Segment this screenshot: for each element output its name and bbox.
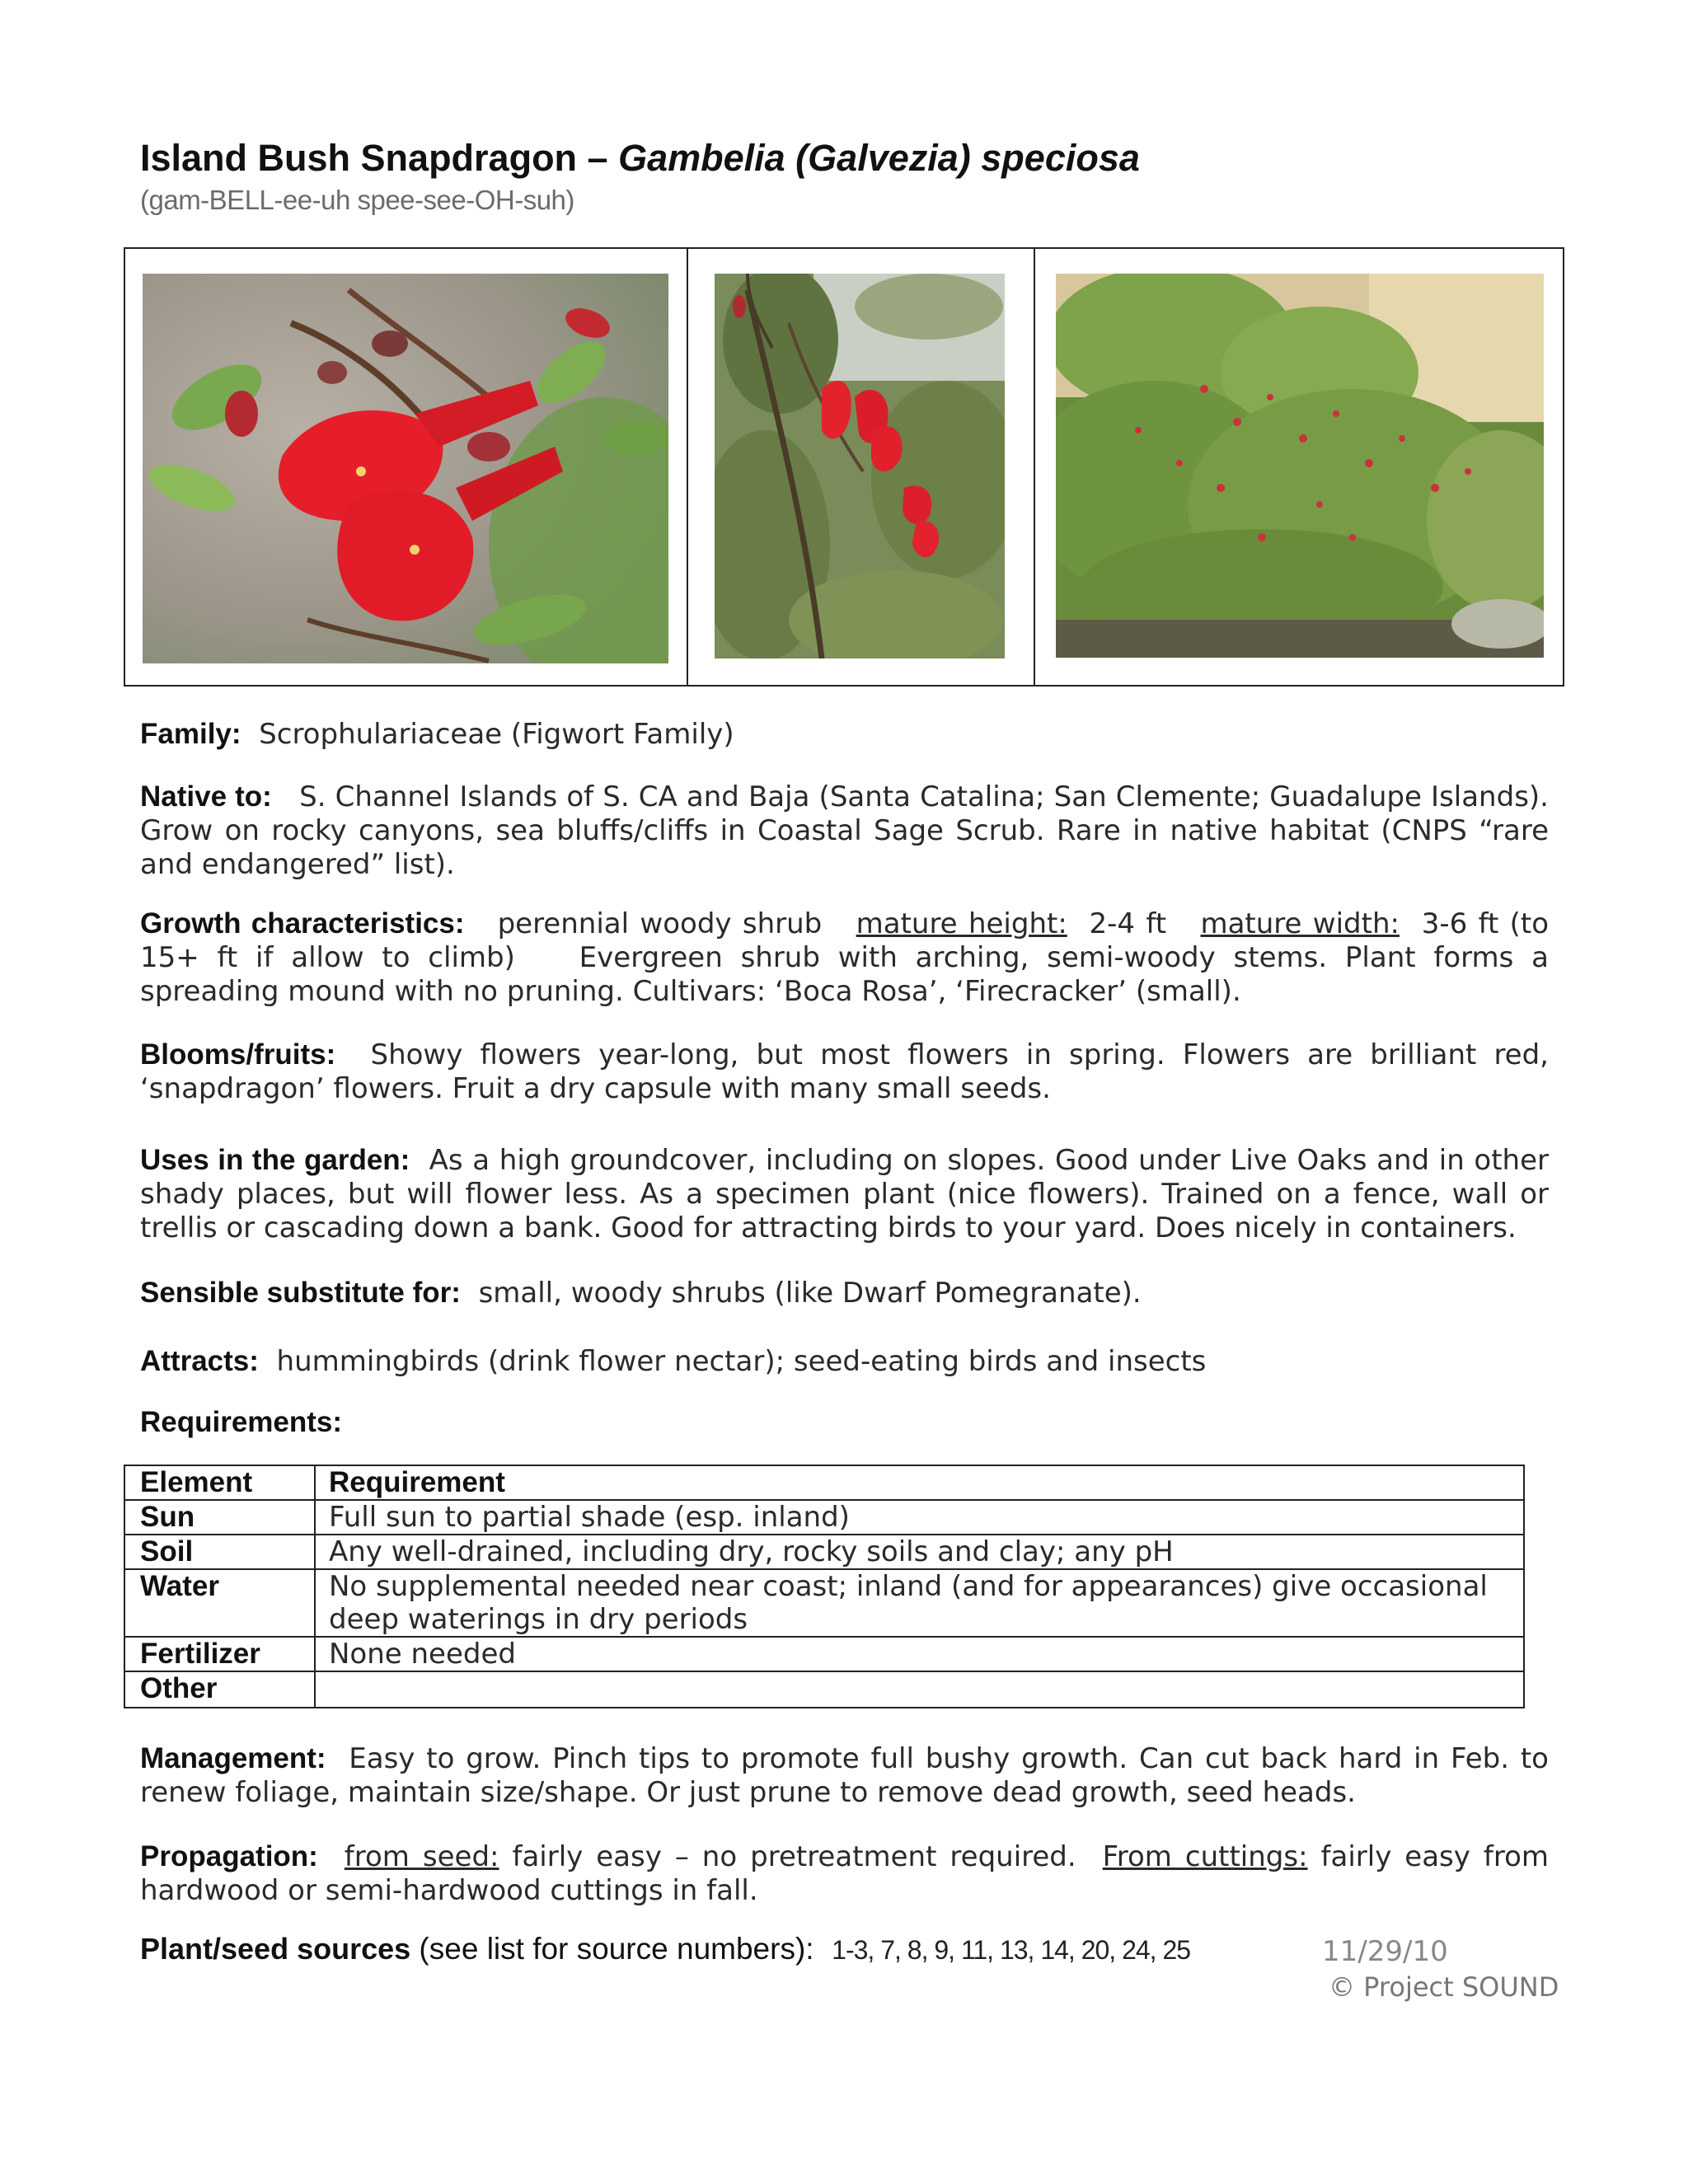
attracts-section [140, 1344, 1549, 1379]
element-cell: Water [124, 1569, 315, 1637]
sources-label: Plant/seed sources [140, 1932, 411, 1966]
width-label: mature width: [1200, 907, 1400, 940]
family-label: Family: [140, 718, 241, 750]
element-cell: Fertilizer [124, 1637, 315, 1671]
cuttings-label: From cuttings: [1102, 1840, 1308, 1873]
table-row [124, 1671, 1524, 1708]
substitute-label: Sensible substitute for: [140, 1277, 461, 1309]
growth-label: Growth characteristics: [140, 907, 465, 940]
sources-line [140, 1932, 1190, 1966]
copyright: © Project SOUND [1329, 1971, 1559, 2003]
height-value: 2-4 ft [1089, 907, 1167, 940]
native-label: Native to: [140, 780, 272, 813]
requirement-cell: No supplemental needed near coast; inland (and for appearances) give occasional deep waterings in dry periods [315, 1569, 1524, 1637]
attracts-text: hummingbirds (drink flower nectar); seed-eating birds and insects [276, 1345, 1207, 1378]
management-text: Easy to grow. Pinch tips to promote full bushy growth. Can cut back hard in Feb. to renew foliage, maintain size/shape. Or just prune to remove dead growth, seed heads. [140, 1742, 1549, 1809]
requirement-cell: Any well-drained, including dry, rocky soils and clay; any pH [315, 1535, 1524, 1569]
photo-flower-closeup [143, 274, 668, 663]
native-section [140, 780, 1549, 882]
pronunciation: (gam-BELL-ee-uh spee-see-OH-suh) [140, 185, 574, 215]
management-section [140, 1741, 1549, 1810]
photo-shrub-habit [1056, 274, 1544, 658]
family-text: Scrophulariaceae (Figwort Family) [259, 718, 734, 751]
header-element: Element [124, 1465, 315, 1500]
table-header-row [124, 1465, 1524, 1500]
common-name: Island Bush Snapdragon [140, 137, 578, 179]
photo-divider [687, 249, 688, 685]
growth-type: perennial woody shrub [497, 907, 823, 940]
growth-section [140, 907, 1549, 1009]
table-row [124, 1500, 1524, 1535]
table-row [124, 1569, 1524, 1637]
title-dash: – [577, 137, 619, 179]
scientific-name: Gambelia (Galvezia) speciosa [618, 137, 1140, 179]
requirements-label: Requirements: [140, 1406, 343, 1438]
height-label: mature height: [856, 907, 1067, 940]
requirements-table [124, 1465, 1525, 1708]
element-cell: Soil [124, 1535, 315, 1569]
family-section [140, 717, 1549, 752]
source-numbers: 1-3, 7, 8, 9, 11, 13, 14, 20, 24, 25 [832, 1935, 1191, 1965]
seed-text: fairly easy – no pretreatment required. [512, 1840, 1076, 1873]
photo-divider [1034, 249, 1035, 685]
growth-text: Evergreen shrub with arching, semi-woody stems. Plant forms a spreading mound with no pruning. Cultivars: ‘Boca Rosa’, ‘Firecracker’ (small). [140, 941, 1549, 1008]
management-label: Management: [140, 1742, 326, 1774]
photo-flower-spike [715, 274, 1005, 658]
blooms-label: Blooms/fruits: [140, 1038, 336, 1071]
photo-strip [124, 247, 1564, 687]
width-value: 3-6 ft (to 15+ ft if allow to climb) [140, 907, 1550, 974]
propagation-label: Propagation: [140, 1840, 318, 1872]
seed-label: from seed: [344, 1840, 499, 1873]
element-cell: Other [124, 1671, 315, 1708]
header-requirement: Requirement [315, 1465, 1524, 1500]
table-row [124, 1637, 1524, 1671]
requirement-cell [315, 1671, 1524, 1708]
date-stamp: 11/29/10 [1322, 1935, 1448, 1968]
sources-colon: : [805, 1932, 814, 1966]
substitute-text: small, woody shrubs (like Dwarf Pomegranate). [478, 1277, 1142, 1310]
attracts-label: Attracts: [140, 1345, 259, 1377]
requirement-cell: Full sun to partial shade (esp. inland) [315, 1500, 1524, 1535]
element-cell: Sun [124, 1500, 315, 1535]
blooms-text: Showy flowers year-long, but most flowers in spring. Flowers are brilliant red, ‘snapdragon’ flowers. Fruit a dry capsule with many small seeds. [140, 1038, 1549, 1105]
sources-note: (see list for source numbers) [410, 1932, 806, 1966]
uses-text: As a high groundcover, including on slopes. Good under Live Oaks and in other shady places, but will flower less. As a specimen plant (nice flowers). Trained on a fence, wall or trellis or cascading down a bank. Good for attracting birds to your yard. Does nicely in containers. [140, 1144, 1549, 1244]
substitute-section [140, 1276, 1549, 1310]
native-text: S. Channel Islands of S. CA and Baja (Santa Catalina; San Clemente; Guadalupe Islands). Grow on rocky canyons, sea bluffs/cliffs in Coastal Sage Scrub. Rare in native habitat (CNPS “rare and endangered” list). [140, 780, 1549, 881]
requirement-cell: None needed [315, 1637, 1524, 1671]
table-row [124, 1535, 1524, 1569]
uses-label: Uses in the garden: [140, 1144, 410, 1176]
propagation-section [140, 1840, 1549, 1908]
page-title [140, 137, 1140, 180]
blooms-section [140, 1038, 1549, 1106]
cuttings-text: fairly easy from hardwood or semi-hardwood cuttings in fall. [140, 1840, 1549, 1907]
uses-section [140, 1143, 1549, 1245]
requirements-section [140, 1405, 1549, 1440]
